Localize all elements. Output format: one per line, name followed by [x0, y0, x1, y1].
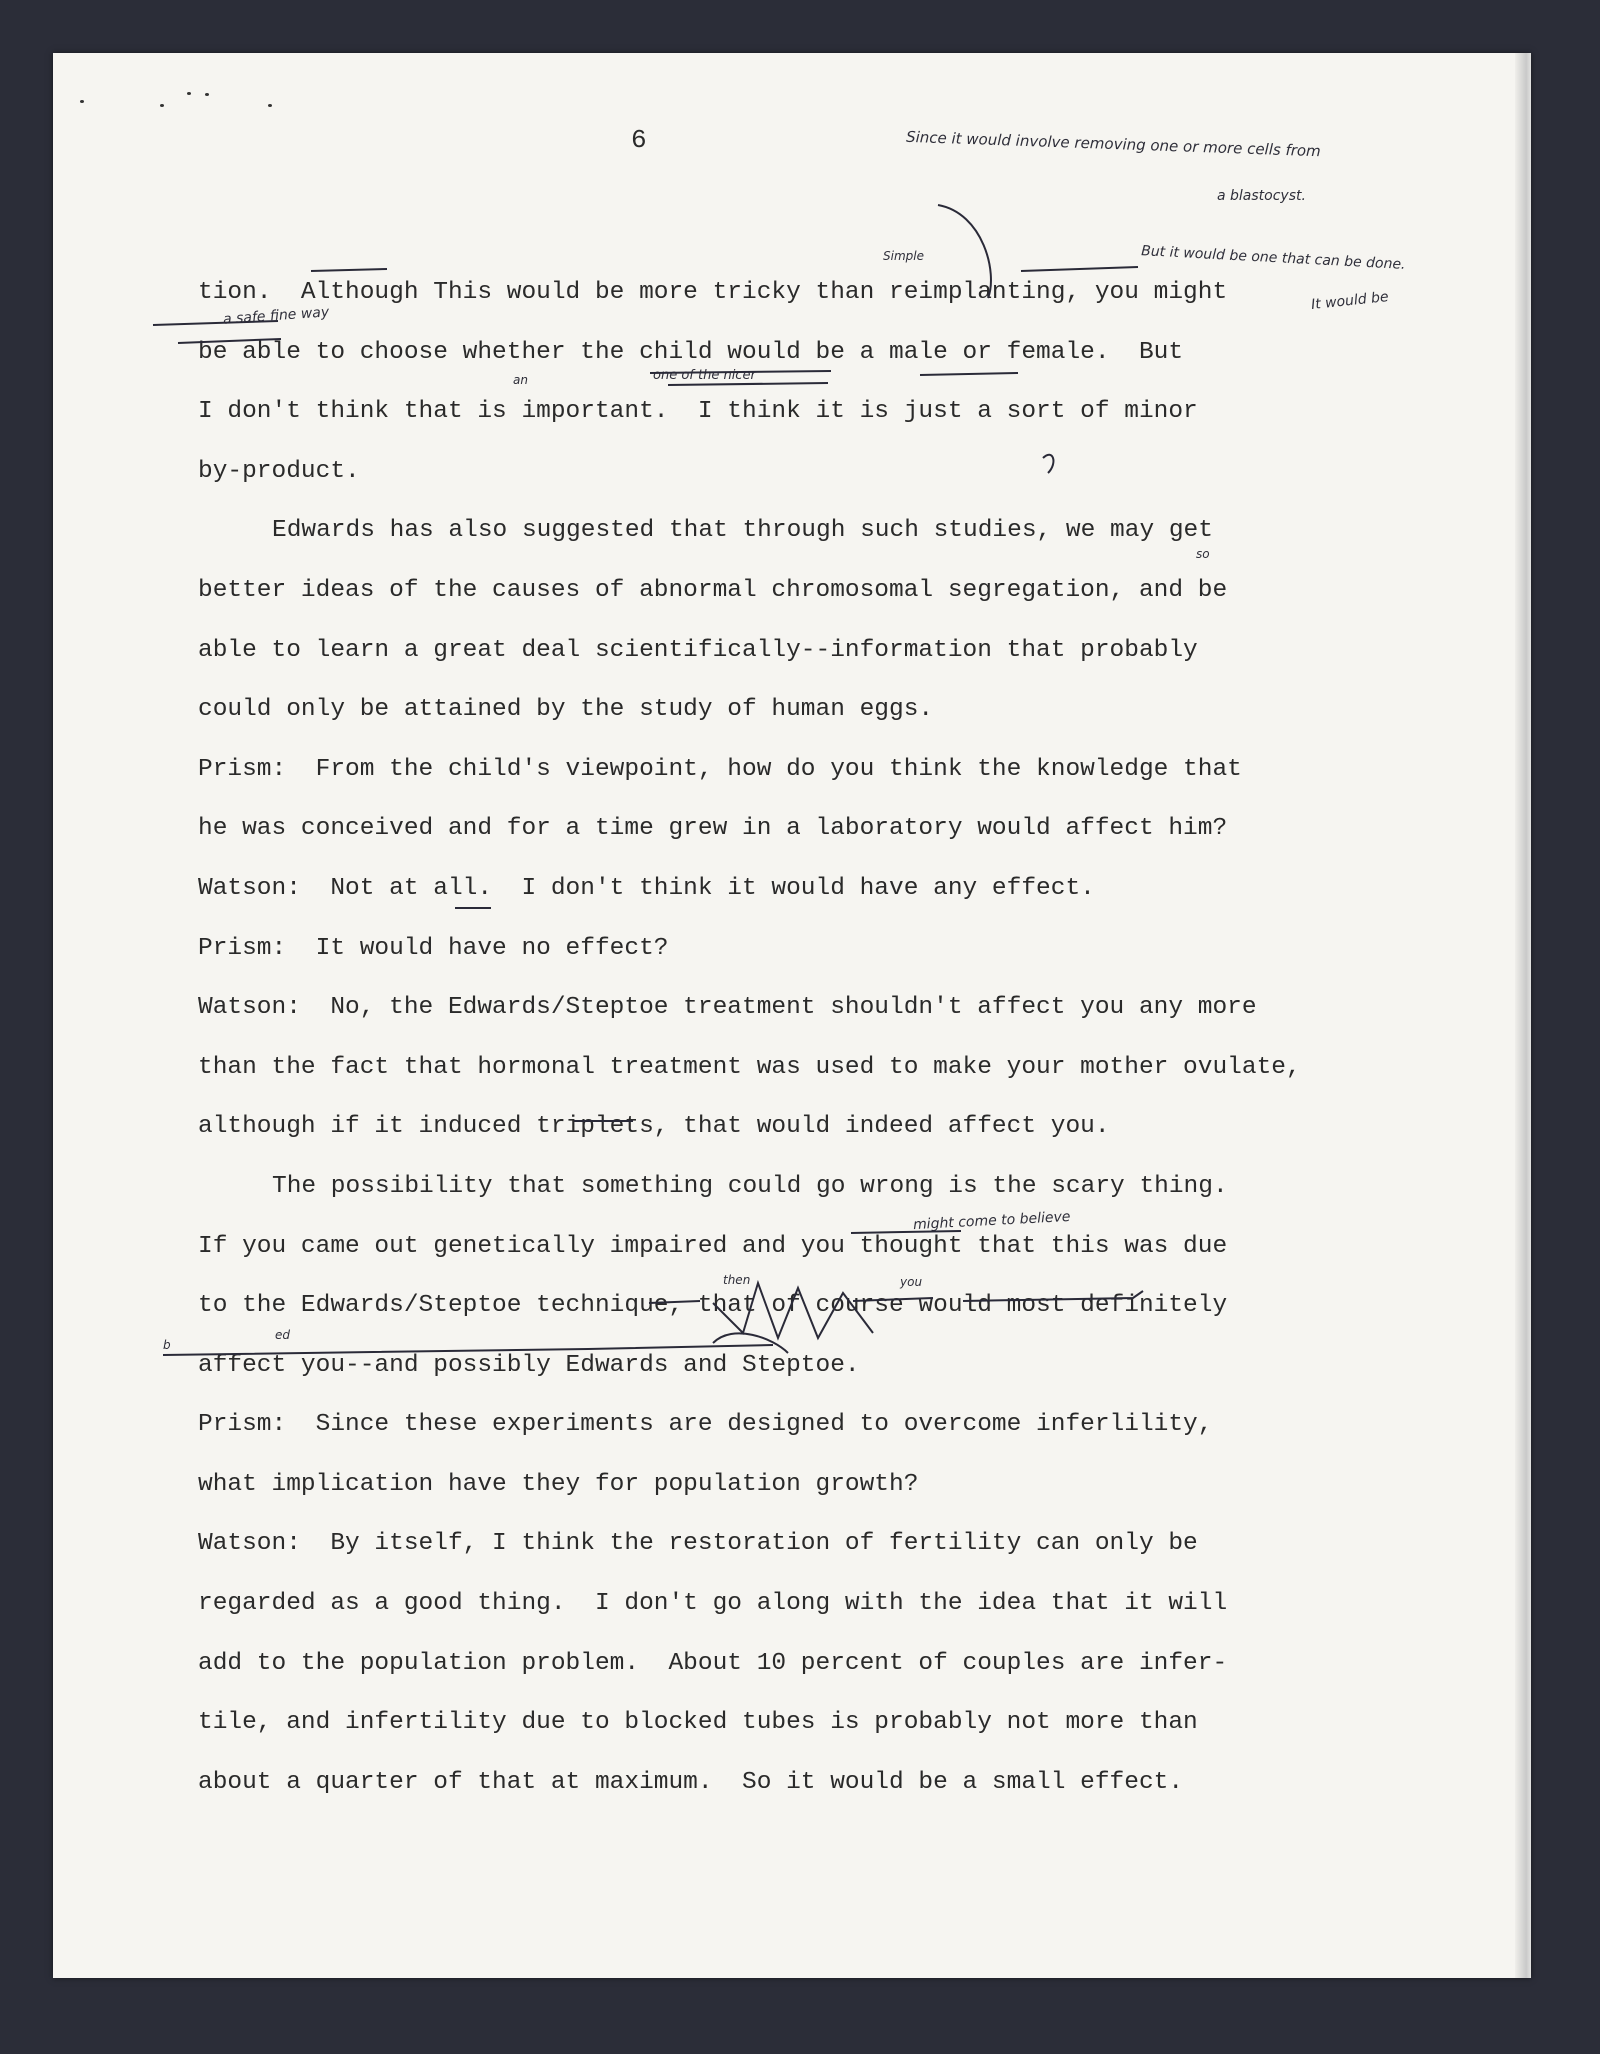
- inline-note: ed: [275, 1328, 290, 1342]
- text-line: able to learn a great deal scientifically--information that probably: [198, 636, 1198, 664]
- margin-note: Since it would involve removing one or more cells from: [905, 127, 1322, 161]
- text-line: tion. Although This would be more tricky than reimplanting, you might: [198, 279, 1228, 306]
- text-line: Prism: Since these experiments are designed to overcome inferlility,: [198, 1411, 1213, 1439]
- text-line: than the fact that hormonal treatment was used to make your mother ovulate,: [198, 1053, 1301, 1081]
- dust-speck: [187, 92, 191, 95]
- text-line: Watson: No, the Edwards/Steptoe treatment shouldn't affect you any more: [198, 994, 1257, 1022]
- text-line: regarded as a good thing. I don't go along with the idea that it will: [198, 1590, 1228, 1618]
- inline-note: an: [513, 373, 528, 387]
- text-line: Watson: By itself, I think the restoration of fertility can only be: [198, 1530, 1198, 1558]
- text-line: to the Edwards/Steptoe technique, that of course would most definitely: [198, 1292, 1228, 1320]
- text-line: I don't think that is important. I think it is just a sort of minor: [198, 398, 1198, 426]
- text-line: better ideas of the causes of abnormal chromosomal segregation, and be: [198, 576, 1228, 604]
- inline-note: Simple: [883, 249, 924, 263]
- margin-note: a blastocyst.: [1217, 188, 1306, 204]
- inline-note: you: [900, 1275, 923, 1289]
- text-line: could only be attained by the study of human eggs.: [198, 696, 934, 724]
- text-line: be able to choose whether the child would be a male or female. But: [198, 338, 1184, 366]
- dust-speck: [268, 104, 272, 107]
- margin-note: It would be: [1310, 288, 1390, 314]
- dust-speck: [205, 93, 209, 96]
- text-line: tile, and infertility due to blocked tubes is probably not more than: [198, 1709, 1198, 1737]
- text-line: affect you--and possibly Edwards and Steptoe.: [198, 1351, 860, 1379]
- page-edge: [1515, 53, 1531, 1978]
- dust-speck: [160, 104, 164, 107]
- text-line: he was conceived and for a time grew in a laboratory would affect him?: [198, 815, 1228, 843]
- inline-note: one of the nicer: [653, 368, 756, 383]
- text-line: Prism: It would have no effect?: [198, 934, 669, 962]
- page-number: 6: [631, 125, 647, 155]
- inline-note: then: [723, 1273, 751, 1287]
- inline-note: so: [1196, 547, 1210, 561]
- inline-note: b: [163, 1338, 171, 1352]
- margin-note: But it would be one that can be done.: [1140, 243, 1406, 273]
- text-line: Edwards has also suggested that through such studies, we may get: [272, 517, 1213, 545]
- dust-speck: [80, 100, 84, 103]
- text-line: by-product.: [198, 457, 360, 485]
- text-line: If you came out genetically impaired and you thought that this was due: [198, 1232, 1228, 1260]
- document-page: [53, 53, 1531, 1978]
- text-line: Watson: Not at all. I don't think it would have any effect.: [198, 874, 1095, 902]
- inline-note: might come to believe: [912, 1208, 1071, 1234]
- text-line: about a quarter of that at maximum. So it would be a small effect.: [198, 1768, 1184, 1796]
- text-line: The possibility that something could go wrong is the scary thing.: [272, 1172, 1228, 1200]
- text-line: Prism: From the child's viewpoint, how do you think the knowledge that: [198, 755, 1242, 783]
- text-line: add to the population problem. About 10 percent of couples are infer-: [198, 1649, 1228, 1677]
- inline-note: a safe fine way: [222, 304, 330, 328]
- text-line: what implication have they for population growth?: [198, 1470, 919, 1498]
- typed-text: [198, 263, 1498, 1812]
- text-line: although if it induced triplets, that would indeed affect you.: [198, 1113, 1110, 1141]
